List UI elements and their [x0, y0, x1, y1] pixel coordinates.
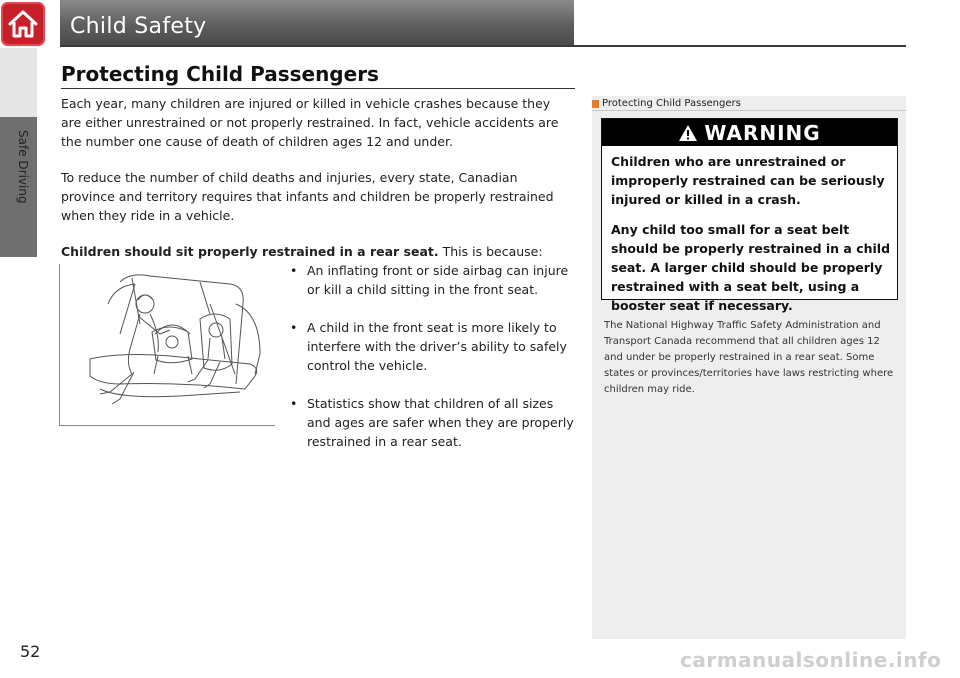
warning-box [601, 118, 898, 313]
chapter-title: Child Safety [70, 14, 207, 39]
rear-seat-lead: This is because: [438, 244, 543, 259]
list-item-text: An inflating front or side airbag can injure or kill a child sitting in the front seat. [307, 263, 569, 297]
chapter-header [60, 0, 574, 46]
paragraph-rear-seat [61, 242, 573, 261]
home-button[interactable] [1, 2, 45, 46]
section-divider [61, 88, 575, 89]
warning-text-restraint: Children who are unrestrained or improperly restrained can be seriously injured or killed in a crash. [611, 154, 885, 207]
paragraph-laws: To reduce the number of child deaths and injuries, every state, Canadian province and territory requires that infants and children be properly restrained when they ride in a vehicle. [61, 170, 554, 223]
reasons-list [290, 261, 575, 470]
rail-section-label: Safe Driving [16, 130, 30, 204]
section-title: Protecting Child Passengers [61, 62, 379, 86]
warning-label: WARNING [704, 120, 821, 145]
bullet-marker: • [290, 320, 298, 335]
list-item-text: Statistics show that children of all sizes and ages are safer when they are properly restrained in a rear seat. [307, 396, 574, 449]
warning-header [602, 119, 897, 146]
sidebar-divider [592, 110, 906, 111]
list-item [290, 318, 575, 375]
watermark: carmanualsonline.info [680, 648, 942, 672]
list-item [290, 261, 575, 299]
rear-seat-illustration [59, 264, 275, 426]
warning-icon [678, 124, 698, 142]
list-item [290, 394, 575, 451]
sidebar-reference[interactable] [592, 98, 741, 109]
home-icon [7, 9, 39, 39]
sidebar-notes [592, 96, 906, 639]
page-number: 52 [20, 642, 41, 661]
header-divider [60, 45, 906, 47]
sidebar-reference-title: Protecting Child Passengers [602, 98, 741, 109]
list-item-text: A child in the front seat is more likely to interfere with the driver’s ability to safely control the vehicle. [307, 320, 567, 373]
child-seat-drawing [60, 264, 275, 425]
rear-seat-emphasis: Children should sit properly restrained in a rear seat. [61, 244, 439, 259]
bullet-marker: • [290, 396, 298, 411]
reference-icon [592, 100, 599, 108]
paragraph-intro: Each year, many children are injured or killed in vehicle crashes because they are either unrestrained or not properly restrained. In fact, vehicle accidents are the number one cause of death of children ages 12 and under. [61, 96, 559, 149]
rail-tab-inactive [0, 48, 37, 117]
left-rail [0, 0, 48, 678]
sidebar-note: The National Highway Traffic Safety Administration and Transport Canada recommend that all children ages 12 and under be properly restrained in a rear seat. Some states or provinces/territories have laws restricting where children may ride. [604, 320, 894, 395]
warning-text-child-seat: Any child too small for a seat belt should be properly restrained in a child seat. A larger child should be properly restrained with a seat belt, using a booster seat if necessary. [611, 222, 891, 313]
bullet-marker: • [290, 263, 298, 278]
